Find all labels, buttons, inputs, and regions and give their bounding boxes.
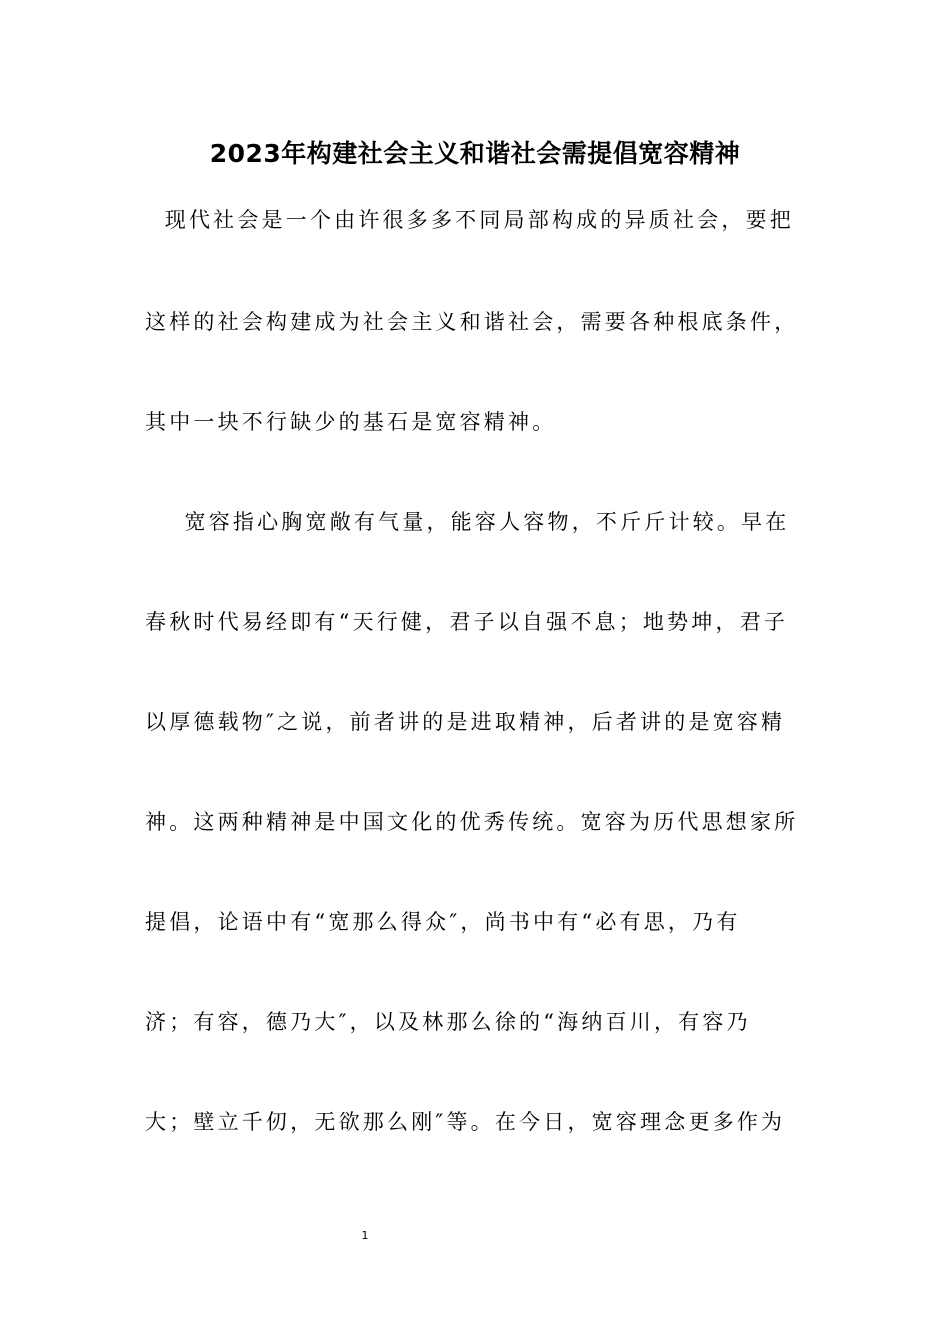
body-line: 神。这两种精神是中国文化的优秀传统。宽容为历代思想家所: [145, 810, 799, 834]
document-title: 2023年构建社会主义和谐社会需提倡宽容精神: [209, 139, 741, 168]
body-line: 提倡，论语中有“宽那么得众″，尚书中有“必有思，乃有: [145, 910, 741, 934]
page-number: 1: [361, 1229, 369, 1242]
body-line: 其中一块不行缺少的基石是宽容精神。: [145, 410, 557, 434]
body-line: 以厚德载物″之说，前者讲的是进取精神，后者讲的是宽容精: [145, 710, 786, 734]
body-line: 宽容指心胸宽敞有气量，能容人容物，不斤斤计较。早在: [145, 510, 790, 534]
body-line: 大；壁立千仞，无欲那么刚″等。在今日，宽容理念更多作为: [145, 1110, 786, 1134]
body-line: 春秋时代易经即有“天行健，君子以自强不息；地势坤，君子: [145, 610, 789, 634]
body-line: 济；有容，德乃大″，以及林那么徐的“海纳百川，有容乃: [145, 1010, 751, 1034]
body-line: 现代社会是一个由许很多多不同局部构成的异质社会，要把: [145, 208, 794, 232]
body-line: 这样的社会构建成为社会主义和谐社会，需要各种根底条件，: [145, 310, 799, 334]
